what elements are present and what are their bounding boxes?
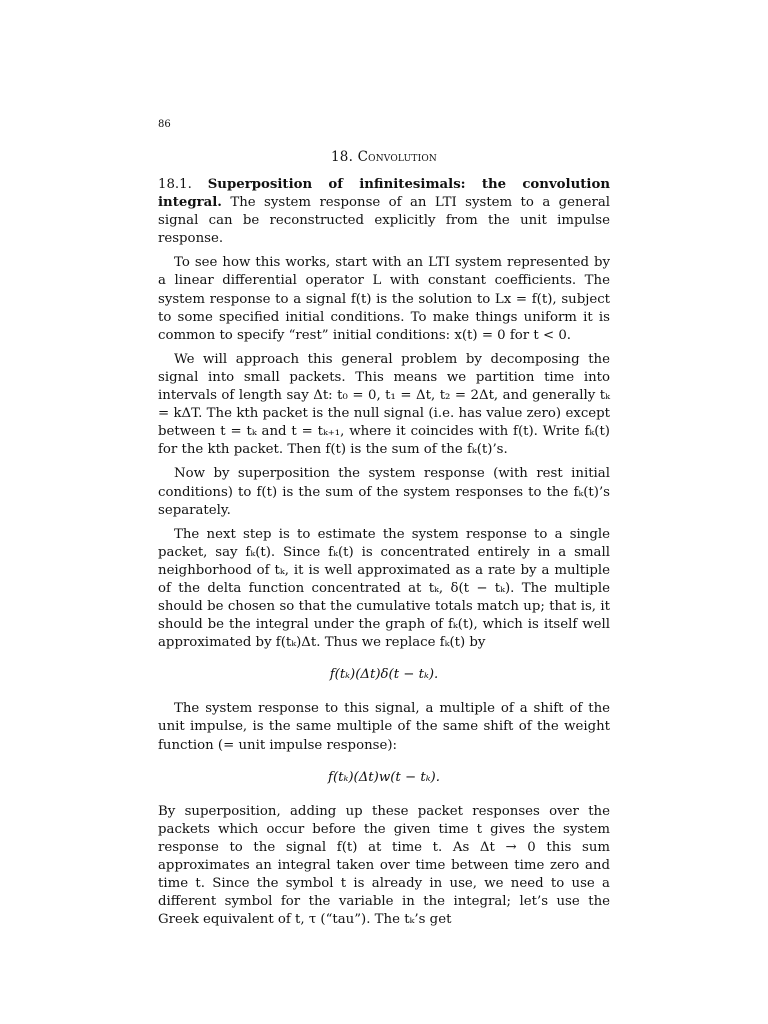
chapter-name: Convolution (357, 149, 437, 165)
section-number: 18.1. (158, 177, 192, 192)
page-number: 86 (158, 119, 171, 130)
paragraph-3: We will approach this general problem by decomposing the signal into small packets. This means we partition time into intervals of length say Δt: t₀ = 0, t₁ = Δt, t₂ = 2Δt, and generally tₖ = kΔT. The kth packet is the null signal (i.e. has value zero) except between t = tₖ and t = tₖ₊₁, where it coincides with f(t). Write fₖ(t) for the kth packet. Then f(t) is the sum of the fₖ(t)’s. (158, 351, 610, 458)
paragraph-1: The system response of an LTI system to a general signal can be reconstructed explicitly from the unit impulse response. (158, 195, 610, 247)
paragraph-2: To see how this works, start with an LTI system represented by a linear differential operator L with constant coefficients. The system response to a signal f(t) is the solution to Lx = f(t), subject to some specified initial conditions. To make things uniform it is common to specify “rest” initial conditions: x(t) = 0 for t < 0. (158, 255, 610, 343)
section-heading: Superposition of infinitesimals: the convolution integral. (158, 177, 610, 211)
section-intro-paragraph (158, 176, 610, 248)
display-equation-2: f(tₖ)(Δt)w(t − tₖ). (328, 769, 440, 785)
paragraph-5: The next step is to estimate the system response to a single packet, say fₖ(t). Since fₖ(t) is concentrated entirely in a small neighborhood of tₖ, it is well approximated as a rate by a multiple of the delta function concentrated at tₖ, δ(t − tₖ). The multiple should be chosen so that the cumulative totals match up; that is, it should be the integral under the graph of fₖ(t), which is itself well approximated by f(tₖ)Δt. Thus we replace fₖ(t) by (158, 526, 610, 651)
paragraph-7: By superposition, adding up these packet responses over the packets which occur before the given time t gives the system response to the signal f(t) at time t. As Δt → 0 this sum approximates an integral taken over time between time zero and time t. Since the symbol t is already in use, we need to use a different symbol for the variable in the integral; let’s use the Greek equivalent of t, τ (“tau”). The tₖ’s get (158, 803, 610, 928)
chapter-number: 18. (331, 149, 354, 165)
document-page (158, 118, 610, 929)
paragraph-4: Now by superposition the system response (with rest initial conditions) to f(t) is the sum of the system responses to the fₖ(t)’s separately. (158, 466, 610, 518)
display-equation-1: f(tₖ)(Δt)δ(t − tₖ). (329, 667, 439, 683)
paragraph-6: The system response to this signal, a multiple of a shift of the unit impulse, is the same multiple of the same shift of the weight function (= unit impulse response): (158, 701, 610, 753)
chapter-title (158, 148, 610, 166)
